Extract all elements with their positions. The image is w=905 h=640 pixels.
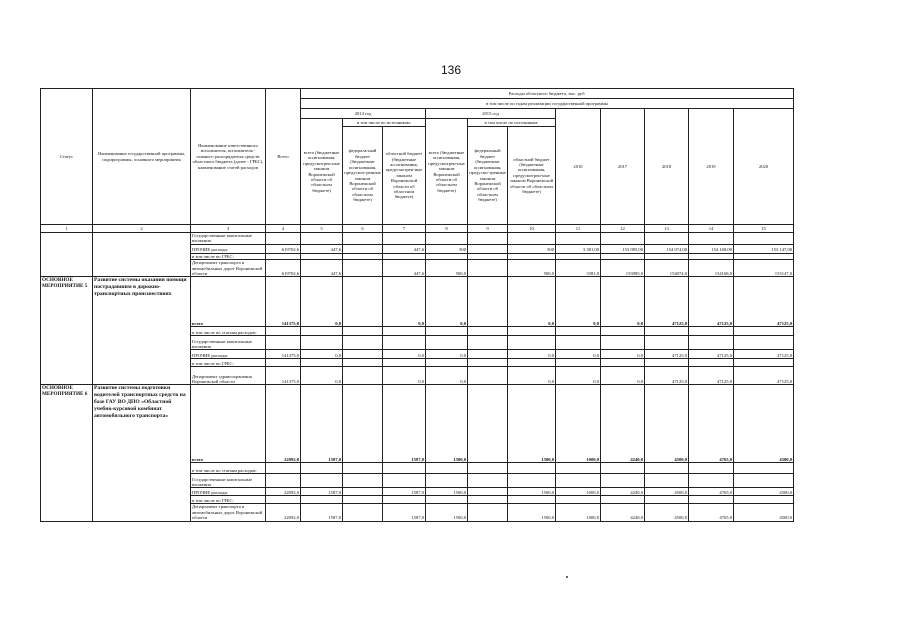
name-cell (93, 233, 191, 277)
row-label: в том числе по статьям расходов: (191, 327, 266, 336)
row-label: в том числе по ГРБС: (191, 359, 266, 367)
header-2015-obl: областной бюджет (бюджетные ассигнования, предусмотрен-ные законом Воронежской области об областном бюджете) (508, 127, 556, 225)
column-number: 13 (645, 225, 689, 233)
value-cell: 4500,0 (645, 385, 689, 463)
column-number: 14 (689, 225, 734, 233)
value-cell: 4765,0 (689, 488, 734, 496)
column-number: 15 (734, 225, 794, 233)
value-cell: 0,0 (301, 367, 343, 385)
value-cell (468, 504, 508, 521)
value-cell (426, 233, 468, 245)
value-cell (645, 233, 689, 245)
header-grbs: Наименование ответственного исполнителя, исполнителя - главного распорядителя средств областного бюджета (далее - ГРБС), наименование статей расходов (191, 89, 266, 225)
header-2015-incl: в том числе по источникам: (468, 119, 556, 127)
value-cell (343, 327, 383, 336)
value-cell: 22092,0 (266, 385, 301, 463)
value-cell: 1000,0 (556, 488, 601, 496)
row-label: Государственные капитальные вложения (191, 474, 266, 488)
value-cell (468, 336, 508, 350)
value-cell (601, 463, 645, 474)
value-cell (689, 474, 734, 488)
value-cell (601, 336, 645, 350)
value-cell (383, 336, 426, 350)
value-cell: 447,6 (301, 260, 343, 277)
value-cell: 1500,0 (508, 385, 556, 463)
value-cell (556, 474, 601, 488)
value-cell (645, 327, 689, 336)
value-cell (343, 504, 383, 521)
value-cell (426, 463, 468, 474)
value-cell (343, 277, 383, 327)
value-cell (343, 244, 383, 253)
value-cell (556, 463, 601, 474)
value-cell (468, 385, 508, 463)
row-label: в том числе по ГРБС: (191, 496, 266, 504)
column-number: 2 (93, 225, 191, 233)
header-2014-incl: в том числе по источникам: (343, 119, 426, 127)
value-cell (508, 359, 556, 367)
column-number: 9 (468, 225, 508, 233)
value-cell (343, 260, 383, 277)
value-cell: 0,0 (301, 277, 343, 327)
value-cell: 47125,0 (734, 350, 794, 359)
value-cell (301, 233, 343, 245)
header-2019: 2019 (689, 109, 734, 225)
column-number-row (41, 225, 794, 233)
header-group-sub: в том числе по годам реализации государственной программы (301, 99, 794, 109)
value-cell: 1587,0 (383, 504, 426, 521)
budget-table (40, 88, 794, 522)
value-cell (468, 277, 508, 327)
value-cell (556, 336, 601, 350)
column-number: 12 (601, 225, 645, 233)
value-cell (734, 336, 794, 350)
value-cell: 4240,0 (601, 385, 645, 463)
header-name: Наименование государственной программы, подпрограммы, основного мероприятия (93, 89, 191, 225)
value-cell: 500 (426, 244, 468, 253)
value-cell: 4765,0 (689, 385, 734, 463)
value-cell: 0,0 (426, 277, 468, 327)
header-2014-obl: областной бюджет (бюджетные ассигнования, предусмотрен-ные законом Воронежской области об областном бюджете) (383, 127, 426, 225)
column-number: 8 (426, 225, 468, 233)
value-cell: 1587,0 (383, 488, 426, 496)
value-cell (689, 327, 734, 336)
value-cell: 0,0 (508, 277, 556, 327)
row-label: Департамент здравоохранения Воронежской области (191, 367, 266, 385)
value-cell: 619702,6 (266, 244, 301, 253)
value-cell (508, 496, 556, 504)
page-number: 136 (441, 63, 462, 77)
value-cell (468, 474, 508, 488)
table-row (41, 277, 794, 327)
value-cell: 1000,0 (556, 385, 601, 463)
value-cell: 4500,0 (734, 504, 794, 521)
value-cell: 4500,0 (734, 385, 794, 463)
value-cell (383, 233, 426, 245)
value-cell: 0,0 (556, 350, 601, 359)
value-cell (734, 359, 794, 367)
row-label: Департамент транспорта и автомобильных дорог Воронежской области (191, 260, 266, 277)
value-cell (343, 359, 383, 367)
value-cell (556, 233, 601, 245)
value-cell: 0,0 (301, 350, 343, 359)
value-cell: 0,0 (556, 277, 601, 327)
value-cell: 153147,0 (734, 260, 794, 277)
value-cell: 500,0 (508, 260, 556, 277)
value-cell (468, 327, 508, 336)
value-cell: 4240,0 (601, 504, 645, 521)
header-2015-fed: федеральный бюджет (бюджетные ассигнования, предусмо-тренные законом Воронежской области об областном бюджете) (468, 127, 508, 225)
value-cell: 47125,0 (689, 277, 734, 327)
row-label: ПРОЧИЕ расходы (191, 488, 266, 496)
row-label: в том числе по ГРБС: (191, 253, 266, 259)
column-number: 7 (383, 225, 426, 233)
value-cell: 4500,0 (734, 488, 794, 496)
value-cell (343, 350, 383, 359)
value-cell: 0,0 (426, 350, 468, 359)
value-cell (508, 336, 556, 350)
value-cell: 1587,0 (301, 488, 343, 496)
value-cell: 4765,0 (689, 504, 734, 521)
value-cell (383, 474, 426, 488)
value-cell: 153 147,00 (734, 244, 794, 253)
value-cell: 154168,0 (689, 260, 734, 277)
value-cell (734, 233, 794, 245)
value-cell (301, 359, 343, 367)
header-2015-total: всего (бюджетные ассигнования, предусмотрен-ные законом Воронежской области об областном бюджете) (426, 119, 468, 225)
value-cell (343, 496, 383, 504)
value-cell (601, 496, 645, 504)
stray-mark (566, 576, 568, 578)
value-cell: 1500,0 (426, 385, 468, 463)
value-cell: 47125,0 (645, 277, 689, 327)
header-year-2014: 2014 год (301, 109, 426, 119)
value-cell: 500,0 (426, 260, 468, 277)
value-cell: 0,0 (383, 350, 426, 359)
value-cell: 47125,0 (689, 367, 734, 385)
column-number: 11 (556, 225, 601, 233)
value-cell (556, 327, 601, 336)
value-cell (689, 496, 734, 504)
value-cell (601, 327, 645, 336)
value-cell (645, 496, 689, 504)
value-cell (468, 496, 508, 504)
value-cell: 47125,0 (645, 350, 689, 359)
row-label: ПРОЧИЕ расходы (191, 350, 266, 359)
value-cell (468, 367, 508, 385)
value-cell (266, 359, 301, 367)
value-cell: 447,6 (383, 244, 426, 253)
row-label: в том числе по статьям расходов: (191, 463, 266, 474)
value-cell: 1000,0 (556, 504, 601, 521)
value-cell (266, 327, 301, 336)
value-cell: 447,6 (383, 260, 426, 277)
value-cell: 0,0 (508, 350, 556, 359)
value-cell (383, 463, 426, 474)
table-row (41, 385, 794, 463)
value-cell: 47125,0 (645, 367, 689, 385)
value-cell: 619702,6 (266, 260, 301, 277)
row-label: Государственные капитальные вложения (191, 336, 266, 350)
header-2016: 2016 (556, 109, 601, 225)
value-cell: 0,0 (508, 367, 556, 385)
value-cell: 1500,0 (426, 504, 468, 521)
value-cell (343, 463, 383, 474)
value-cell (266, 496, 301, 504)
value-cell (734, 474, 794, 488)
value-cell (266, 474, 301, 488)
column-number: 3 (191, 225, 266, 233)
value-cell: 154 168,00 (689, 244, 734, 253)
column-number: 4 (266, 225, 301, 233)
value-cell (266, 233, 301, 245)
value-cell (426, 359, 468, 367)
table-row (41, 233, 794, 245)
value-cell (426, 474, 468, 488)
value-cell: 0,0 (601, 367, 645, 385)
header-group-main: Расходы областного бюджета, тыс. руб. (301, 89, 794, 99)
measure-status: ОСНОВНОЕ МЕРОПРИЯТИЕ 5 (41, 277, 93, 385)
value-cell (301, 496, 343, 504)
value-cell (645, 463, 689, 474)
row-label: всего (191, 385, 266, 463)
status-cell (41, 233, 93, 277)
value-cell (301, 474, 343, 488)
value-cell: 1587,0 (301, 504, 343, 521)
value-cell (645, 336, 689, 350)
column-number: 10 (508, 225, 556, 233)
value-cell (468, 244, 508, 253)
value-cell (343, 474, 383, 488)
value-cell (689, 336, 734, 350)
value-cell (468, 350, 508, 359)
value-cell: 154 074,00 (645, 244, 689, 253)
value-cell (645, 359, 689, 367)
value-cell: 0,0 (426, 367, 468, 385)
value-cell (468, 463, 508, 474)
value-cell: 447,6 (301, 244, 343, 253)
value-cell (601, 474, 645, 488)
value-cell: 141375,0 (266, 350, 301, 359)
value-cell (508, 463, 556, 474)
value-cell (301, 336, 343, 350)
column-number: 5 (301, 225, 343, 233)
value-cell: 0,0 (601, 277, 645, 327)
value-cell (601, 359, 645, 367)
value-cell: 1500,0 (508, 504, 556, 521)
value-cell (266, 463, 301, 474)
value-cell: 47125,0 (689, 350, 734, 359)
value-cell: 500 (508, 244, 556, 253)
value-cell (734, 463, 794, 474)
header-2014-total: всего (бюджетные ассигнования, предусмотрен-ные законом Воронежской области об областном бюджете) (301, 119, 343, 225)
value-cell (343, 385, 383, 463)
value-cell: 153985,0 (601, 260, 645, 277)
value-cell (426, 336, 468, 350)
value-cell (426, 327, 468, 336)
value-cell (266, 336, 301, 350)
value-cell: 1500,0 (426, 488, 468, 496)
value-cell (343, 233, 383, 245)
value-cell (468, 233, 508, 245)
value-cell (343, 367, 383, 385)
value-cell (556, 359, 601, 367)
value-cell: 3 381,00 (556, 244, 601, 253)
value-cell (426, 496, 468, 504)
value-cell: 141375,0 (266, 277, 301, 327)
header-2014-fed: федераль-ный бюджет (бюджетные ассигнования, предусмот-ренные законом Воронежской области об областном бюджете) (343, 127, 383, 225)
value-cell (601, 233, 645, 245)
value-cell: 22092,0 (266, 488, 301, 496)
value-cell: 47125,0 (734, 367, 794, 385)
value-cell (468, 260, 508, 277)
header-year-2015: 2015 год (426, 109, 556, 119)
header-total: Всего (266, 89, 301, 225)
measure-name: Развитие системы оказания помощи пострадавшим в дорожно-транспортных происшествиях (93, 277, 191, 385)
row-label: Государственные капитальные вложения (191, 233, 266, 245)
row-label: всего (191, 277, 266, 327)
value-cell (689, 233, 734, 245)
value-cell: 22092,0 (266, 504, 301, 521)
value-cell: 1500,0 (508, 488, 556, 496)
value-cell (468, 359, 508, 367)
value-cell (508, 327, 556, 336)
value-cell (645, 474, 689, 488)
value-cell: 3381,0 (556, 260, 601, 277)
value-cell (734, 496, 794, 504)
value-cell (689, 359, 734, 367)
value-cell: 0,0 (383, 367, 426, 385)
measure-name: Развитие системы подготовки водителей транспортных средств на базе ГАУ ВО ДПО «Областной учебно-курсовой комбинат автомобильного транспорта» (93, 385, 191, 521)
row-label: ПРОЧИЕ расходы (191, 244, 266, 253)
value-cell: 4500,0 (645, 488, 689, 496)
column-number: 1 (41, 225, 93, 233)
header-2018: 2018 (645, 109, 689, 225)
value-cell: 0,0 (601, 350, 645, 359)
value-cell (383, 359, 426, 367)
value-cell: 153 985,00 (601, 244, 645, 253)
value-cell: 141375,0 (266, 367, 301, 385)
column-number: 6 (343, 225, 383, 233)
value-cell: 4240,0 (601, 488, 645, 496)
value-cell: 154074,0 (645, 260, 689, 277)
row-label: Департамент транспорта и автомобильных дорог Воронежской области (191, 504, 266, 521)
value-cell (383, 496, 426, 504)
value-cell (689, 463, 734, 474)
value-cell: 47125,0 (734, 277, 794, 327)
value-cell: 1587,0 (301, 385, 343, 463)
value-cell (556, 496, 601, 504)
value-cell: 1587,0 (383, 385, 426, 463)
header-2020: 2020 (734, 109, 794, 225)
value-cell (734, 327, 794, 336)
measure-status: ОСНОВНОЕ МЕРОПРИЯТИЕ 6 (41, 385, 93, 521)
value-cell: 0,0 (556, 367, 601, 385)
value-cell (343, 488, 383, 496)
value-cell (383, 327, 426, 336)
value-cell (301, 463, 343, 474)
header-2017: 2017 (601, 109, 645, 225)
value-cell (468, 488, 508, 496)
value-cell (508, 474, 556, 488)
header-status: Статус (41, 89, 93, 225)
value-cell (343, 336, 383, 350)
value-cell (508, 233, 556, 245)
value-cell: 0,0 (383, 277, 426, 327)
value-cell: 4500,0 (645, 504, 689, 521)
value-cell (301, 327, 343, 336)
